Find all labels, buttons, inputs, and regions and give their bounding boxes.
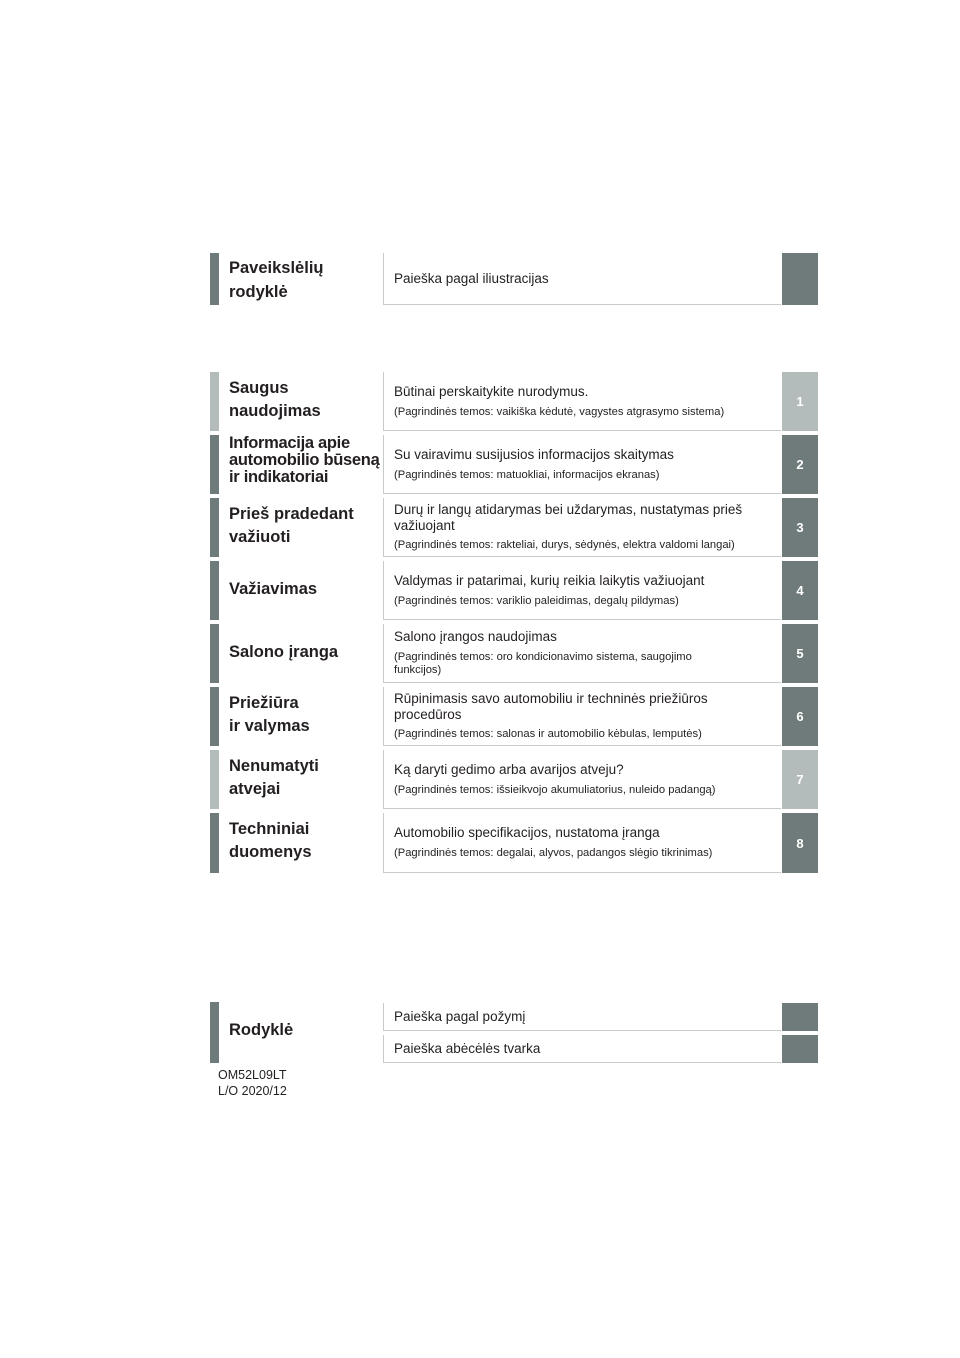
chapter-row-8[interactable] <box>210 813 818 873</box>
chapter-description-main: Būtinai perskaitykite nurodymus. <box>394 383 589 399</box>
chapter-description <box>383 435 781 494</box>
document-code: OM52L09LT <box>218 1068 287 1082</box>
chapter-marker-bar <box>210 372 219 431</box>
document-footer <box>218 1067 287 1099</box>
chapter-description <box>383 561 781 620</box>
chapter-title: Prieš pradedant važiuoti <box>229 505 354 546</box>
chapter-description-topics: (Pagrindinės temos: salonas ir automobilio kėbulas, lemputės) <box>394 728 702 740</box>
chapter-description <box>383 372 781 431</box>
chapter-row-2[interactable] <box>210 435 818 494</box>
section-tab[interactable] <box>782 253 818 305</box>
chapter-description-topics: (Pagrindinės temos: vaikiška kėdutė, vagystes atgrasymo sistema) <box>394 405 725 418</box>
index-item-feature-search[interactable] <box>383 1003 818 1031</box>
index-item-label: Paieška pagal požymį <box>383 1003 781 1031</box>
section-description-main: Paieška pagal iliustracijas <box>394 270 549 286</box>
chapter-marker-bar <box>210 624 219 683</box>
chapter-title: Saugus naudojimas <box>229 379 321 420</box>
chapter-marker-bar <box>210 750 219 809</box>
chapter-description-main: Valdymas ir patarimai, kurių reikia laikytis važiuojant <box>394 572 705 588</box>
section-marker-bar <box>210 253 219 305</box>
chapter-tab-3[interactable]: 3 <box>782 498 818 557</box>
index-item-label: Paieška abėcėlės tvarka <box>383 1035 781 1063</box>
chapter-row-3[interactable] <box>210 498 818 557</box>
chapter-title: Salono įranga <box>229 643 339 661</box>
chapter-description-topics: (Pagrindinės temos: rakteliai, durys, sėdynės, elektra valdomi langai) <box>394 539 735 551</box>
section-marker-bar <box>210 1002 219 1063</box>
chapter-marker-bar <box>210 687 219 746</box>
chapter-description <box>383 750 781 809</box>
chapter-description <box>383 498 781 557</box>
chapter-row-5[interactable] <box>210 624 818 683</box>
chapter-description-main: Ką daryti gedimo arba avarijos atveju? <box>394 761 624 777</box>
document-date: L/O 2020/12 <box>218 1084 287 1098</box>
index-item-tab[interactable] <box>782 1003 818 1031</box>
chapter-description <box>383 813 781 873</box>
section-picture-index[interactable] <box>210 253 818 305</box>
chapter-tab-5[interactable]: 5 <box>782 624 818 683</box>
chapter-tab-2[interactable]: 2 <box>782 435 818 494</box>
chapter-marker-bar <box>210 498 219 557</box>
chapter-row-6[interactable] <box>210 687 818 746</box>
chapter-tab-1[interactable]: 1 <box>782 372 818 431</box>
chapter-description <box>383 687 781 746</box>
section-index-title: Rodyklė <box>229 1021 294 1039</box>
chapter-description-topics: (Pagrindinės temos: oro kondicionavimo sistema, saugojimo funkcijos) <box>394 651 692 676</box>
chapter-marker-bar <box>210 435 219 494</box>
chapter-description-main: Rūpinimasis savo automobiliu ir techninės priežiūros procedūros <box>394 691 708 722</box>
chapter-description-main: Durų ir langų atidarymas bei uždarymas, nustatymas prieš važiuojant <box>394 502 743 533</box>
chapter-title: Važiavimas <box>229 580 318 598</box>
section-title: Paveikslėlių rodyklė <box>229 259 324 301</box>
index-item-alphabetical-search[interactable] <box>383 1035 818 1063</box>
chapter-title: Informacija apie automobilio būseną ir indikatoriai <box>229 434 380 486</box>
chapter-description-topics: (Pagrindinės temos: išsieikvojo akumuliatorius, nuleido padangą) <box>394 783 716 796</box>
chapter-row-1[interactable] <box>210 372 818 431</box>
chapter-description <box>383 624 781 683</box>
chapter-marker-bar <box>210 561 219 620</box>
chapter-description-topics: (Pagrindinės temos: variklio paleidimas, degalų pildymas) <box>394 594 679 607</box>
chapter-tab-6[interactable]: 6 <box>782 687 818 746</box>
chapter-description-topics: (Pagrindinės temos: matuokliai, informacijos ekranas) <box>394 468 660 481</box>
section-index <box>210 1002 230 1063</box>
chapter-title: Nenumatyti atvejai <box>229 757 319 798</box>
chapter-row-4[interactable] <box>210 561 818 620</box>
chapter-description-main: Automobilio specifikacijos, nustatoma įranga <box>394 825 660 840</box>
chapter-description-main: Su vairavimu susijusios informacijos skaitymas <box>394 446 674 462</box>
chapter-row-7[interactable] <box>210 750 818 809</box>
chapter-title: Priežiūra ir valymas <box>229 694 310 735</box>
chapter-marker-bar <box>210 813 219 873</box>
chapter-tab-4[interactable]: 4 <box>782 561 818 620</box>
chapter-tab-7[interactable]: 7 <box>782 750 818 809</box>
index-item-tab[interactable] <box>782 1035 818 1063</box>
chapter-description-main: Salono įrangos naudojimas <box>394 629 557 644</box>
section-description <box>383 253 781 305</box>
chapter-tab-8[interactable]: 8 <box>782 813 818 873</box>
chapter-title: Techniniai duomenys <box>229 820 312 861</box>
chapter-description-topics: (Pagrindinės temos: degalai, alyvos, padangos slėgio tikrinimas) <box>394 847 713 859</box>
